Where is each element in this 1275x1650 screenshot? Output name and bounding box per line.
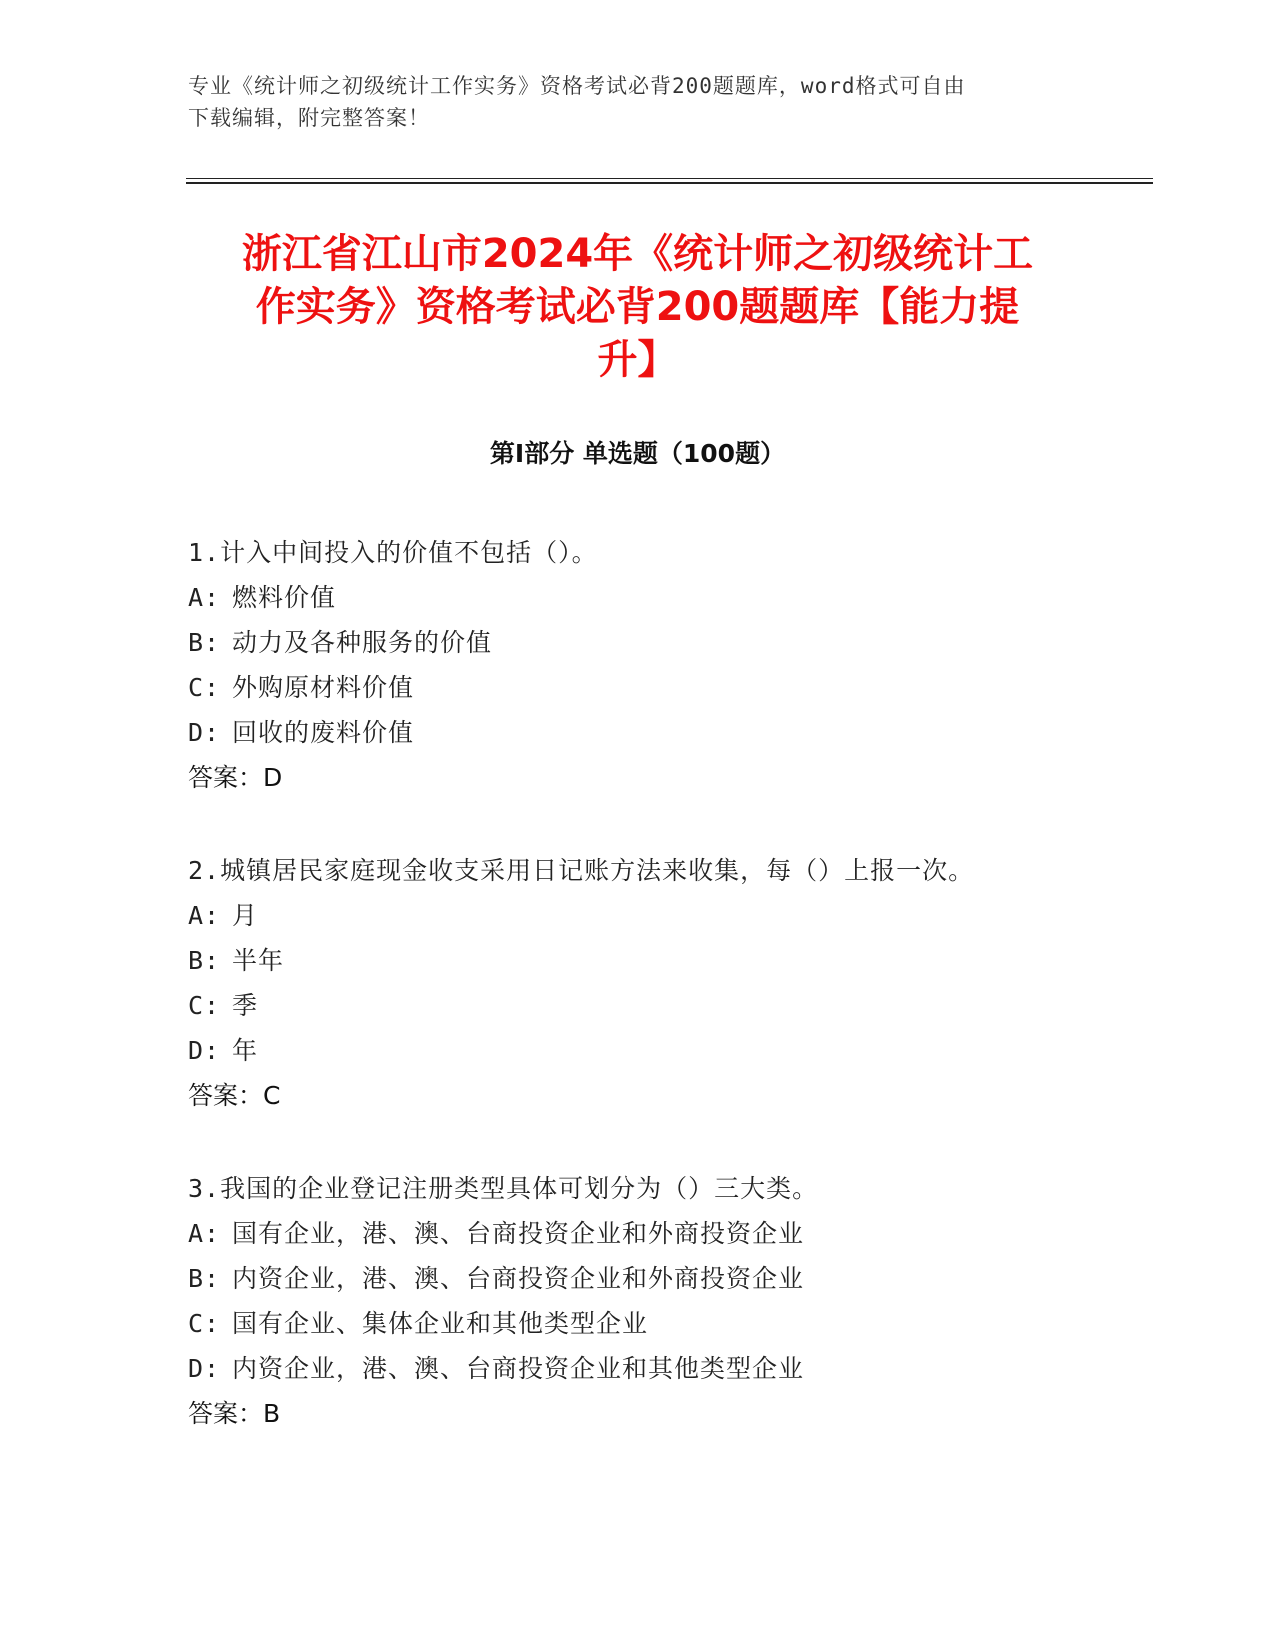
header-divider-thin — [186, 178, 1153, 179]
option-b — [188, 1256, 1148, 1301]
option-a — [188, 575, 1148, 620]
option-letter: A: — [188, 901, 221, 930]
answer: 答案：D — [188, 763, 283, 792]
option-text: 外购原材料价值 — [232, 673, 415, 702]
answer: 答案：C — [188, 1081, 281, 1110]
option-a — [188, 893, 1148, 938]
header-note-line-1: 专业《统计师之初级统计工作实务》资格考试必背200题题库，word格式可自由 — [188, 74, 966, 98]
option-c — [188, 983, 1148, 1028]
option-letter: A: — [188, 583, 221, 612]
option-d — [188, 1028, 1148, 1073]
question-1 — [188, 530, 1148, 800]
question-stem: 1.计入中间投入的价值不包括（）。 — [188, 538, 598, 567]
question-2 — [188, 848, 1148, 1118]
header-note-line-2: 下载编辑，附完整答案！ — [188, 106, 430, 130]
document-title-line-1: 浙江省江山市2024年《统计师之初级统计工 — [241, 231, 1034, 277]
option-letter: D: — [188, 1354, 221, 1383]
option-letter: D: — [188, 1036, 221, 1065]
option-a — [188, 1211, 1148, 1256]
option-text: 内资企业，港、澳、台商投资企业和外商投资企业 — [232, 1264, 805, 1293]
question-stem: 3.我国的企业登记注册类型具体可划分为（）三大类。 — [188, 1174, 819, 1203]
option-text: 半年 — [232, 946, 285, 975]
option-text: 国有企业、集体企业和其他类型企业 — [232, 1309, 649, 1338]
option-text: 季 — [232, 991, 259, 1020]
document-title-line-3: 升】 — [597, 337, 678, 383]
option-letter: B: — [188, 1264, 221, 1293]
section-heading: 第Ⅰ部分 单选题（100题） — [489, 439, 786, 468]
option-b — [188, 620, 1148, 665]
option-letter: C: — [188, 1309, 221, 1338]
option-c — [188, 1301, 1148, 1346]
option-b — [188, 938, 1148, 983]
option-letter: B: — [188, 628, 221, 657]
question-stem: 2.城镇居民家庭现金收支采用日记账方法来收集，每（）上报一次。 — [188, 856, 975, 885]
header-divider-thick — [186, 182, 1153, 184]
option-letter: C: — [188, 673, 221, 702]
answer: 答案：B — [188, 1399, 281, 1428]
option-text: 月 — [232, 901, 259, 930]
option-text: 燃料价值 — [232, 583, 337, 612]
option-letter: D: — [188, 718, 221, 747]
document-title-line-2: 作实务》资格考试必背200题题库【能力提 — [255, 284, 1020, 330]
option-text: 回收的废料价值 — [232, 718, 415, 747]
header-note — [188, 70, 1078, 134]
option-text: 内资企业，港、澳、台商投资企业和其他类型企业 — [232, 1354, 805, 1383]
option-d — [188, 1346, 1148, 1391]
option-text: 年 — [232, 1036, 259, 1065]
option-letter: A: — [188, 1219, 221, 1248]
option-d — [188, 710, 1148, 755]
option-letter: B: — [188, 946, 221, 975]
question-3 — [188, 1166, 1148, 1436]
option-text: 动力及各种服务的价值 — [232, 628, 493, 657]
option-c — [188, 665, 1148, 710]
option-letter: C: — [188, 991, 221, 1020]
document-title — [180, 228, 1095, 387]
option-text: 国有企业，港、澳、台商投资企业和外商投资企业 — [232, 1219, 805, 1248]
